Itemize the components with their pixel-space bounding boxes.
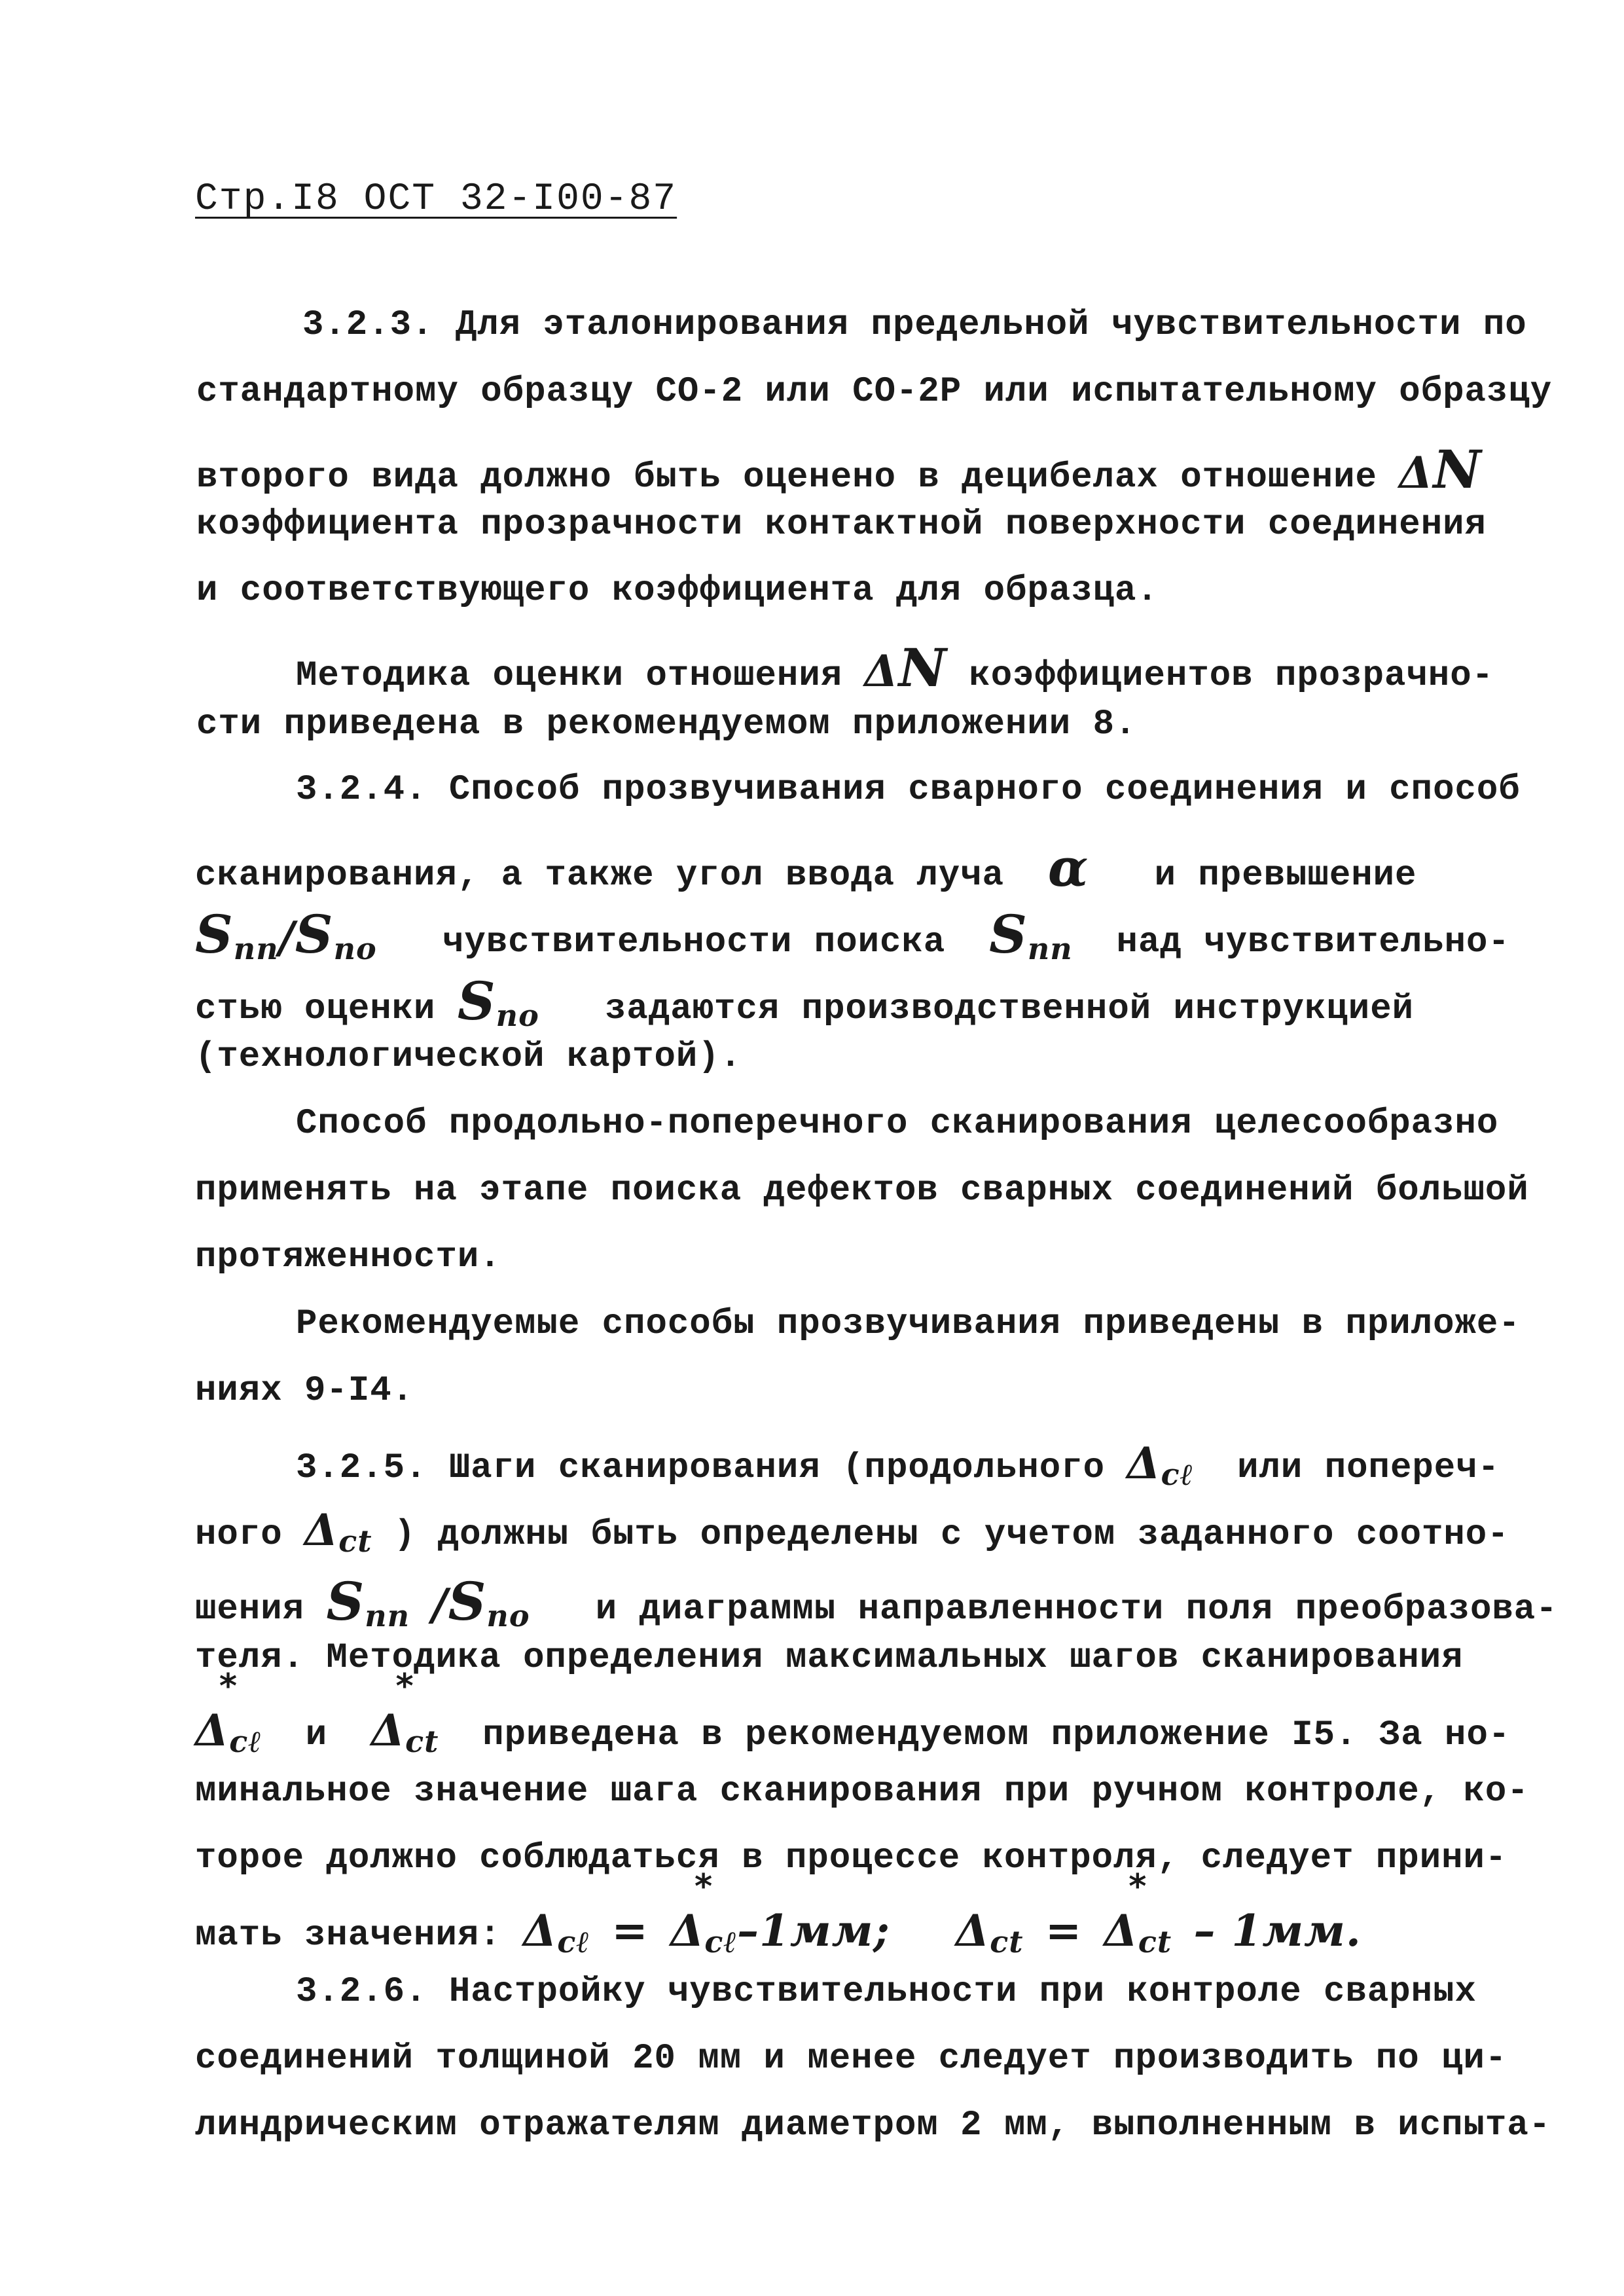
- text-line: линдрическим отражателям диаметром 2 мм, выполненным в испыта-: [195, 2105, 1551, 2145]
- text-span: приведена в рекомендуемом приложение I5. За но-: [482, 1715, 1511, 1755]
- text-line: соединений толщиной 20 мм и менее следует производить по ци-: [195, 2039, 1507, 2079]
- text-span: ) должны быть определены с учетом заданного соотно-: [393, 1515, 1509, 1555]
- formula-s: S: [326, 1571, 365, 1632]
- formula-slash: /: [431, 1579, 448, 1630]
- text-line: [196, 439, 1482, 500]
- formula-n: N: [1433, 439, 1482, 500]
- text-span: или попереч-: [1237, 1448, 1500, 1488]
- text-line: [195, 1667, 1511, 1759]
- formula-subscript: по: [496, 998, 539, 1033]
- formula-n: N: [898, 637, 947, 699]
- text-line: протяженности.: [195, 1237, 501, 1277]
- star-mark: *: [1128, 1867, 1147, 1906]
- formula-subscript: cℓ: [229, 1724, 262, 1759]
- star-mark: *: [219, 1667, 238, 1706]
- formula-subscript: cℓ: [557, 1924, 590, 1959]
- text-line: [296, 1438, 1500, 1492]
- text-span: шения: [195, 1590, 305, 1630]
- text-span: и превышение: [1154, 856, 1417, 896]
- formula-subscript: по: [333, 931, 377, 966]
- formula-delta: Δ: [1399, 447, 1434, 498]
- text-span: и диаграммы направленности поля преобразова-: [595, 1590, 1558, 1630]
- text-span: Методика оценки отношения: [296, 656, 843, 696]
- text-line: коэффициента прозрачности контактной поверхности соединения: [196, 505, 1487, 545]
- formula-s: S: [989, 903, 1028, 965]
- formula-alpha: α: [1047, 837, 1089, 898]
- text-span: второго вида должно быть оценено в децибелах отношение: [196, 458, 1377, 498]
- text-line: теля. Методика определения максимальных шагов сканирования: [195, 1638, 1464, 1678]
- text-line: 3.2.4. Способ прозвучивания сварного соединения и способ: [296, 770, 1521, 810]
- formula-subscript: пп: [365, 1598, 410, 1633]
- formula-subscript: cℓ: [1161, 1457, 1194, 1492]
- formula-delta: Δ: [956, 1905, 990, 1956]
- formula-subscript: пп: [1027, 931, 1073, 966]
- text-line: торое должно соблюдаться в процессе контроля, следует прини-: [195, 1838, 1507, 1878]
- formula-minus-one-mm: – 1мм.: [1193, 1905, 1362, 1956]
- formula-delta: Δ: [1104, 1905, 1138, 1956]
- text-line: Способ продольно-поперечного сканирования целесообразно: [296, 1104, 1499, 1144]
- formula-slash: /: [278, 912, 295, 963]
- formula-s: S: [448, 1571, 487, 1632]
- text-span: ного: [195, 1515, 283, 1555]
- text-line: [195, 1571, 1558, 1633]
- formula-step-star: [195, 1667, 262, 1759]
- formula-delta: Δ: [670, 1905, 705, 1956]
- formula-delta: Δ: [523, 1905, 558, 1956]
- text-span: чувствительности поиска: [442, 922, 946, 962]
- text-line: ниях 9-I4.: [195, 1371, 414, 1411]
- formula-subscript: по: [486, 1598, 530, 1633]
- formula-s: S: [195, 903, 234, 965]
- formula-delta: Δ: [370, 1705, 406, 1756]
- text-span: коэффициентов прозрачно-: [969, 656, 1494, 696]
- formula-equals: =: [1045, 1905, 1083, 1956]
- text-span: 3.2.5. Шаги сканирования (продольного: [296, 1448, 1105, 1488]
- text-line: Рекомендуемые способы прозвучивания приведены в приложе-: [296, 1304, 1521, 1344]
- formula-step-star: [670, 1867, 737, 1959]
- text-line: (технологической картой).: [195, 1037, 742, 1077]
- formula-step-star: [370, 1667, 439, 1759]
- text-line: [195, 1504, 1509, 1559]
- text-span: и: [305, 1715, 328, 1755]
- formula-delta: Δ: [195, 1705, 230, 1756]
- formula-delta: Δ: [1127, 1438, 1161, 1489]
- text-span: сканирования, а также угол ввода луча: [195, 856, 1004, 896]
- formula-minus-one-mm: –1мм;: [737, 1905, 890, 1956]
- text-line: и соответствующего коэффициента для образца.: [196, 571, 1159, 611]
- formula-delta: Δ: [304, 1504, 339, 1556]
- star-mark: *: [395, 1667, 414, 1706]
- text-line: [195, 837, 1417, 898]
- text-span: стью оценки: [195, 989, 436, 1029]
- formula-subscript: ct: [338, 1523, 372, 1559]
- formula-step-star: [1104, 1867, 1172, 1959]
- formula-subscript: cℓ: [704, 1924, 737, 1959]
- page-header: Стр.I8 ОСТ 32-I00-87: [195, 178, 677, 221]
- formula-subscript: пп: [233, 931, 279, 966]
- star-mark: *: [694, 1867, 713, 1906]
- text-span: задаются производственной инструкцией: [605, 989, 1415, 1029]
- text-line: сти приведена в рекомендуемом приложении 8.: [196, 704, 1137, 744]
- formula-s: S: [457, 970, 496, 1032]
- formula-subscript: ct: [990, 1924, 1024, 1959]
- text-line: стандартному образцу СО-2 или СО-2Р или испытательному образцу: [196, 372, 1553, 412]
- formula-equals: =: [611, 1905, 649, 1956]
- text-line: [296, 637, 1494, 699]
- text-span: над чувствительно-: [1116, 922, 1510, 962]
- formula-subscript: ct: [405, 1724, 439, 1759]
- text-span: мать значения:: [195, 1916, 501, 1956]
- text-line: 3.2.6. Настройку чувствительности при контроле сварных: [296, 1972, 1477, 2012]
- text-line: 3.2.3. Для эталонирования предельной чувствительности по: [302, 305, 1527, 345]
- text-line: [195, 903, 1510, 966]
- text-line: [195, 970, 1415, 1033]
- formula-delta: Δ: [864, 646, 899, 697]
- formula-subscript: ct: [1138, 1924, 1172, 1959]
- formula-s: S: [295, 903, 334, 965]
- text-line: [195, 1867, 1362, 1959]
- text-line: применять на этапе поиска дефектов сварных соединений большой: [195, 1171, 1529, 1211]
- text-line: минальное значение шага сканирования при ручном контроле, ко-: [195, 1772, 1529, 1812]
